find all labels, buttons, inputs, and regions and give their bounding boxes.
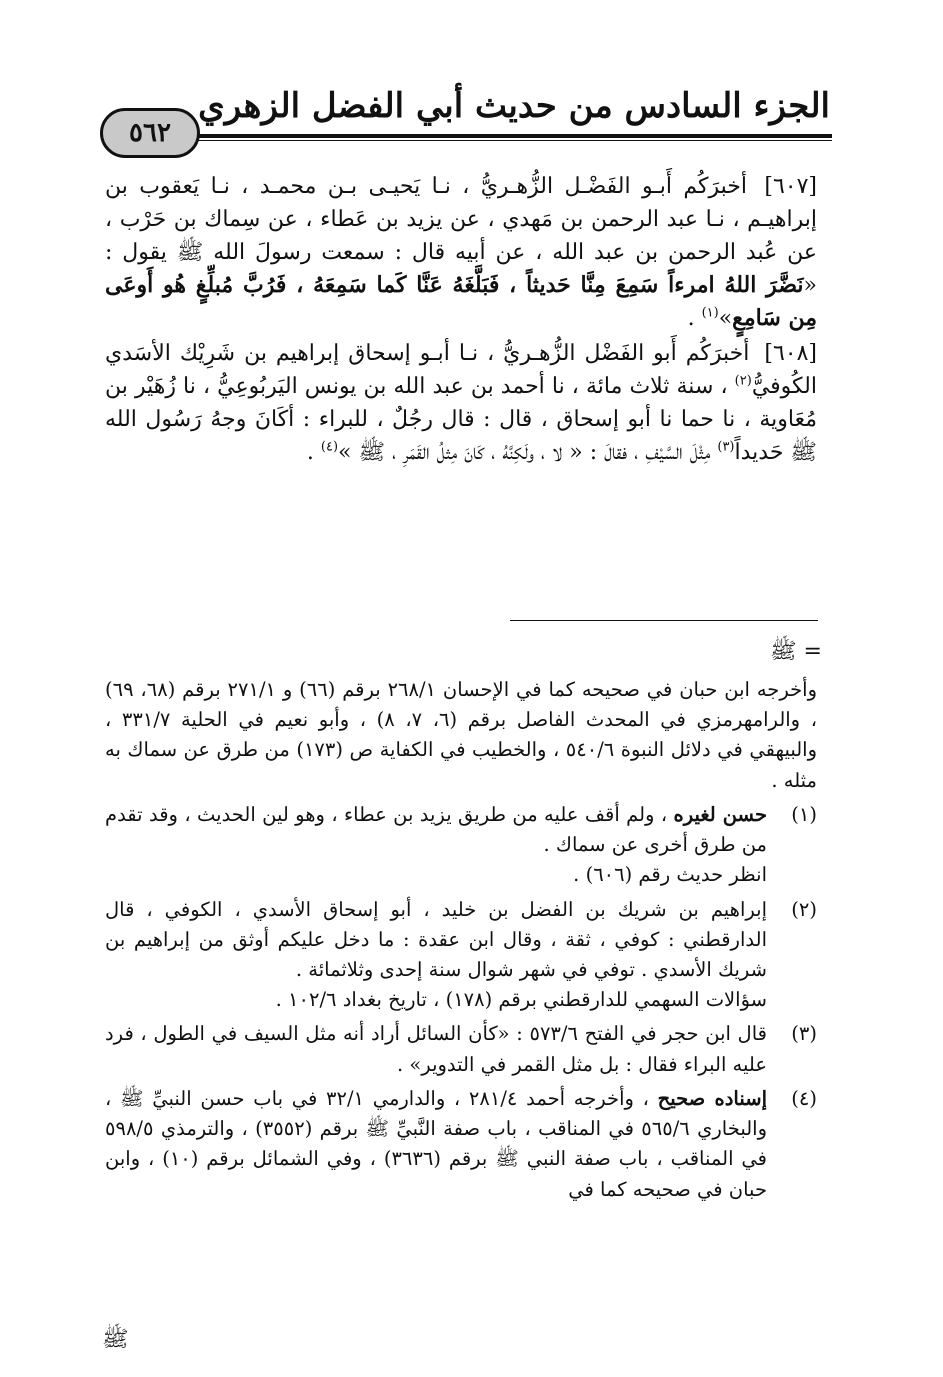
page-number-badge: ٥٦٢ — [100, 108, 200, 158]
footnote-ref[interactable]: (٣) — [717, 439, 735, 455]
hadith-text: أخبرَكُم أَبو الفَضْل الزُّهـريُّ ، نـا أبـو إسحاق إبراهيم بن شَرِيْك الأسَدي الكُوفيُّ — [105, 341, 817, 399]
main-text — [105, 170, 817, 471]
quote-close: » — [718, 306, 733, 331]
hadith-text: مِثْلَ السَّيْفِ ، فقالَ : « لا ، ولَكِنَّهُ ، كَانَ مِثلُ القَمَرِ ، ﷺ » — [338, 440, 711, 465]
footnote-number: (٤) — [791, 1086, 817, 1110]
sentence-end: . — [687, 306, 702, 331]
footnote-extra: انظر حديث رقم (٦٠٦) . — [573, 863, 767, 887]
catchword-mark: ﷺ — [102, 1327, 129, 1352]
hadith-number: [٦٠٨] — [764, 341, 817, 366]
footnote-grade: حسن لغيره — [673, 802, 768, 826]
footnote-number: (٣) — [791, 1022, 817, 1046]
footnote-number: (١) — [791, 802, 817, 826]
footnote-2 — [105, 895, 817, 1016]
footnote-grade: إسناده صحيح — [657, 1086, 767, 1110]
hadith-607 — [105, 170, 817, 335]
hadith-text: أخبرَكُم أَبـو الفَضْـل الزُّهـريُّ ، نـا يَحيـى بـن محمـد ، نـا يَعقوب بن إبراهيـم ، نـا عبد الرحمن بن مَهدي ، عن يزيد بن عَطاء ، عن سِماك بن حَرْب ، عن عُبد الرحمن بن عبد الله ، عن أبيه قال : سمعت رسولَ الله ﷺ يقول : « — [105, 174, 817, 298]
footnote-text: ، ولم أقف عليه من طريق يزيد بن عطاء ، وهو لين الحديث ، وقد تقدم من طرق أخرى عن سماك . — [105, 802, 767, 857]
footnote-extra: سؤالات السهمي للدارقطني برقم (١٧٨) ، تاريخ بغداد ١٠٢/٦ . — [275, 988, 767, 1012]
header-rule-thin — [160, 140, 832, 141]
footnote-number: (٢) — [791, 897, 817, 921]
continuation-mark: = ﷺ — [769, 639, 822, 664]
footnote-text: إبراهيم بن شريك بن الفضل بن خليد ، أبو إسحاق الأسدي ، الكوفي ، قال الدارقطني : كوفي ، ثقة ، وقال ابن عقدة : ما دخل عليكم أوثق من إبراهيم بن شريك الأسدي . توفي في شهر شوال سنة إحدى وثلاثمائة . — [105, 897, 767, 981]
hadith-608 — [105, 337, 817, 469]
hadith-number: [٦٠٧] — [764, 174, 818, 199]
hadith-text: ، سنة ثلاث مائة ، نا أحمد بن عبد الله بن يونس اليَربُوعِيُّ ، نا زُهَيْر بن مُعَاوية ، نا حما نا أبو إسحاق ، قال : قال رجُلٌ ، للبراء : أكَانَ وجهُ رَسُول الله ﷺ حَديداً — [105, 374, 817, 465]
footnote-ref[interactable]: (٤) — [320, 439, 339, 455]
footnote-ref[interactable]: (١) — [701, 305, 719, 321]
footnote-3 — [105, 1019, 817, 1079]
footnote-continuation: وأخرجه ابن حبان في صحيحه كما في الإحسان ٢٦٨/١ برقم (٦٦) و ٢٧١/١ برقم (٦٨، ٦٩) ، والرامهرمزي في المحدث الفاصل برقم (٦، ٧، ٨) ، وأبو نعيم في الحلية ٣٣١/٧ ، والبيهقي في دلائل النبوة ٥٤٠/٦ ، والخطيب في الكفاية ص (١٧٣) من طرق عن سماك به مثله . — [105, 678, 818, 792]
header-rule — [160, 134, 832, 138]
sentence-end: . — [306, 440, 321, 465]
footnote-1 — [105, 800, 817, 891]
footnote-text: ، وأخرجه أحمد ٢٨١/٤ ، والدارمي ٣٢/١ في باب حسن النبيِّ ﷺ ، والبخاري ٥٦٥/٦ في المناقب ، باب صفة النَّبيِّ ﷺ برقم (٣٥٥٢) ، والترمذي ٥٩٨/٥ في المناقب ، باب صفة النبي ﷺ برقم (٣٦٣٦) ، وفي الشمائل برقم (١٠) ، وابن حبان في صحيحه كما في — [105, 1086, 767, 1201]
hadith-matn-bold: نَضَّرَ اللهُ امرءاً سَمِعَ مِنَّا حَديثاً ، فَبَلَّغَهُ عَنَّا كَما سَمِعَهُ ، فَرُبَّ مُبلِّغٍ هُو أَوعَى مِن سَامِعٍ — [105, 272, 817, 331]
footnote-ref[interactable]: (٢) — [734, 373, 752, 389]
footnote-4 — [105, 1084, 817, 1205]
footnotes — [105, 675, 817, 1209]
running-header-title: الجزء السادس من حديث أبي الفضل الزهري — [198, 86, 830, 126]
footnote-divider — [510, 620, 818, 621]
footnote-text: قال ابن حجر في الفتح ٥٧٣/٦ : «كأن السائل أراد أنه مثل السيف في الطول ، فرد عليه البراء فقال : بل مثل القمر في التدوير» . — [105, 1022, 767, 1076]
